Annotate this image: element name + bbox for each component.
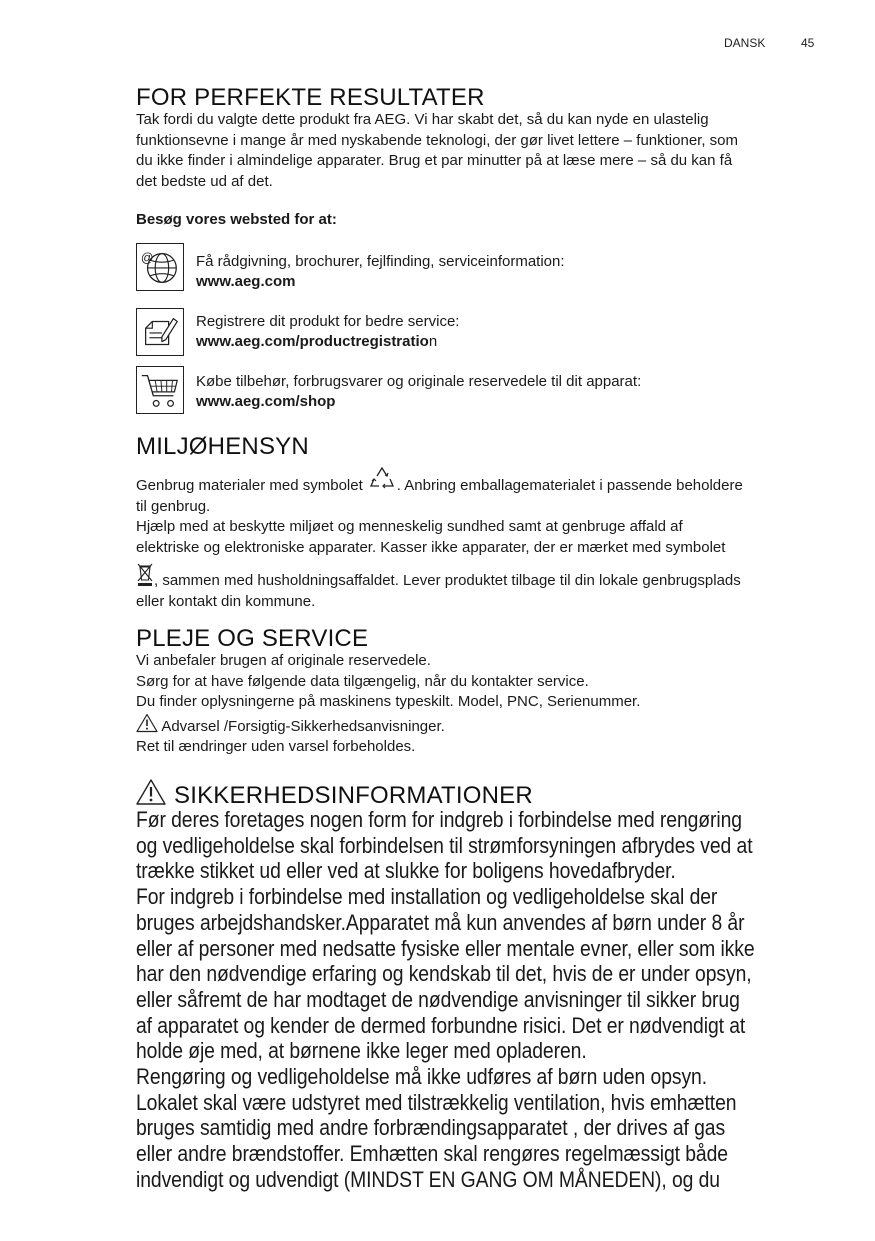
intro-title: FOR PERFEKTE RESULTATER — [136, 84, 485, 111]
environment-line: Hjælp med at beskytte miljøet og menneskelig sundhed samt at genbruge affald af — [136, 518, 683, 536]
crossed-bin-icon — [136, 562, 154, 588]
recycle-text-before: Genbrug materialer med symbolet — [136, 477, 363, 494]
intro-line: funktionsevne i mange år med nyskabende teknologi, der gør livet lettere – funktioner, som — [136, 131, 738, 149]
intro-paragraph — [136, 110, 816, 192]
link-row-registration — [196, 312, 459, 352]
link-url-bold: www.aeg.com/productregistratio — [196, 333, 429, 350]
care-line: Vi anbefaler brugen af originale reservedele. — [136, 652, 431, 669]
link-description: Få rådgivning, brochurer, fejlfinding, serviceinformation: — [196, 253, 565, 270]
link-url-registration[interactable] — [196, 332, 459, 352]
safety-line: eller af personer med nedsatte fysiske eller mentale evner, eller som ikke — [136, 935, 755, 961]
care-title: PLEJE OG SERVICE — [136, 625, 369, 652]
safety-title: SIKKERHEDSINFORMATIONER — [174, 782, 533, 809]
link-row-shop — [196, 372, 641, 412]
warning-text: Advarsel /Forsigtig-Sikkerhedsanvisninger. — [158, 717, 445, 735]
link-url-tail: n — [428, 333, 438, 350]
safety-line: holde øje med, at børnene ikke leger med opladeren. — [136, 1038, 587, 1064]
safety-line: For indgreb i forbindelse med installation og vedligeholdelse skal der — [136, 884, 718, 910]
registration-icon — [136, 308, 184, 356]
visit-heading: Besøg vores websted for at: — [136, 211, 337, 228]
safety-line: trække stikket ud eller ved at slukke for boligens hovedafbryder. — [136, 858, 676, 884]
environment-line — [136, 464, 816, 497]
safety-line: af apparatet og kender de dermed forbundne risici. Det er nødvendigt at — [136, 1012, 746, 1038]
safety-line: Lokalet skal være udstyret med tilstrækkelig ventilation, hvis emhætten — [136, 1089, 737, 1115]
page-number: 45 — [801, 36, 815, 50]
safety-line: bruges arbejdshandsker.Apparatet må kun anvendes af børn under 8 år — [136, 909, 745, 935]
link-description: Registrere dit produkt for bedre service: — [196, 313, 460, 330]
care-line: Du finder oplysningerne på maskinens typeskilt. Model, PNC, Serienummer. — [136, 693, 641, 711]
intro-line: det bedste ud af det. — [136, 172, 273, 190]
environment-line: elektriske og elektroniske apparater. Kasser ikke apparater, der er mærket med symbolet — [136, 538, 726, 556]
care-line — [136, 713, 816, 738]
link-url-shop[interactable]: www.aeg.com/shop — [196, 393, 336, 410]
safety-line: bruges samtidig med andre forbrændingsapparatet , der drives af gas — [136, 1115, 726, 1141]
safety-line: eller andre brændstoffer. Emhætten skal rengøres regelmæssigt både — [136, 1141, 728, 1167]
environment-line: til genbrug. — [136, 497, 211, 515]
environment-title: MILJØHENSYN — [136, 433, 309, 460]
care-line: Sørg for at have følgende data tilgængelig, når du kontakter service. — [136, 672, 589, 690]
globe-icon — [136, 243, 184, 291]
language-label: DANSK — [724, 36, 766, 50]
shopping-cart-icon — [136, 366, 184, 414]
link-description: Købe tilbehør, forbrugsvarer og originale reservedele til dit apparat: — [196, 373, 642, 390]
link-url-aeg[interactable]: www.aeg.com — [196, 273, 296, 290]
safety-line: Rengøring og vedligeholdelse må ikke udføres af børn uden opsyn. — [136, 1064, 708, 1090]
environment-line: eller kontakt din kommune. — [136, 592, 316, 610]
care-line: Ret til ændringer uden varsel forbeholdes. — [136, 738, 416, 756]
safety-line: eller såfremt de har modtaget de nødvendige anvisninger til sikker brug — [136, 986, 740, 1012]
intro-line: du ikke finder i almindelige apparater. Brug et par minutter på at læse mere – så du kan få — [136, 152, 733, 170]
safety-line: og vedligeholdelse skal forbindelsen til strømforsyningen afbrydes ved at — [136, 832, 753, 858]
intro-line: Tak fordi du valgte dette produkt fra AEG. Vi har skabt det, så du kan nyde en ulastelig — [136, 111, 709, 128]
care-paragraph — [136, 651, 816, 758]
environment-paragraph — [136, 464, 816, 613]
warning-icon — [136, 713, 158, 733]
link-row-support — [196, 252, 565, 292]
recycle-icon — [369, 464, 395, 494]
svg-text:@: @ — [140, 251, 154, 266]
safety-line: har den nødvendige erfaring og kendskab til det, hvis de er under opsyn, — [136, 961, 752, 987]
environment-line — [136, 562, 816, 592]
recycle-text-after: . Anbring emballagematerialet i passende beholdere — [396, 477, 743, 494]
safety-line: Før deres foretages nogen form for indgreb i forbindelse med rengøring — [136, 807, 742, 832]
safety-paragraph — [136, 807, 815, 1193]
safety-line: indvendigt og udvendigt (MINDST EN GANG OM MÅNEDEN), og du — [136, 1166, 720, 1192]
safety-warning-icon — [135, 778, 167, 806]
crossed-bin-text: , sammen med husholdningsaffaldet. Lever produktet tilbage til din lokale genbrugsplads — [154, 572, 741, 590]
